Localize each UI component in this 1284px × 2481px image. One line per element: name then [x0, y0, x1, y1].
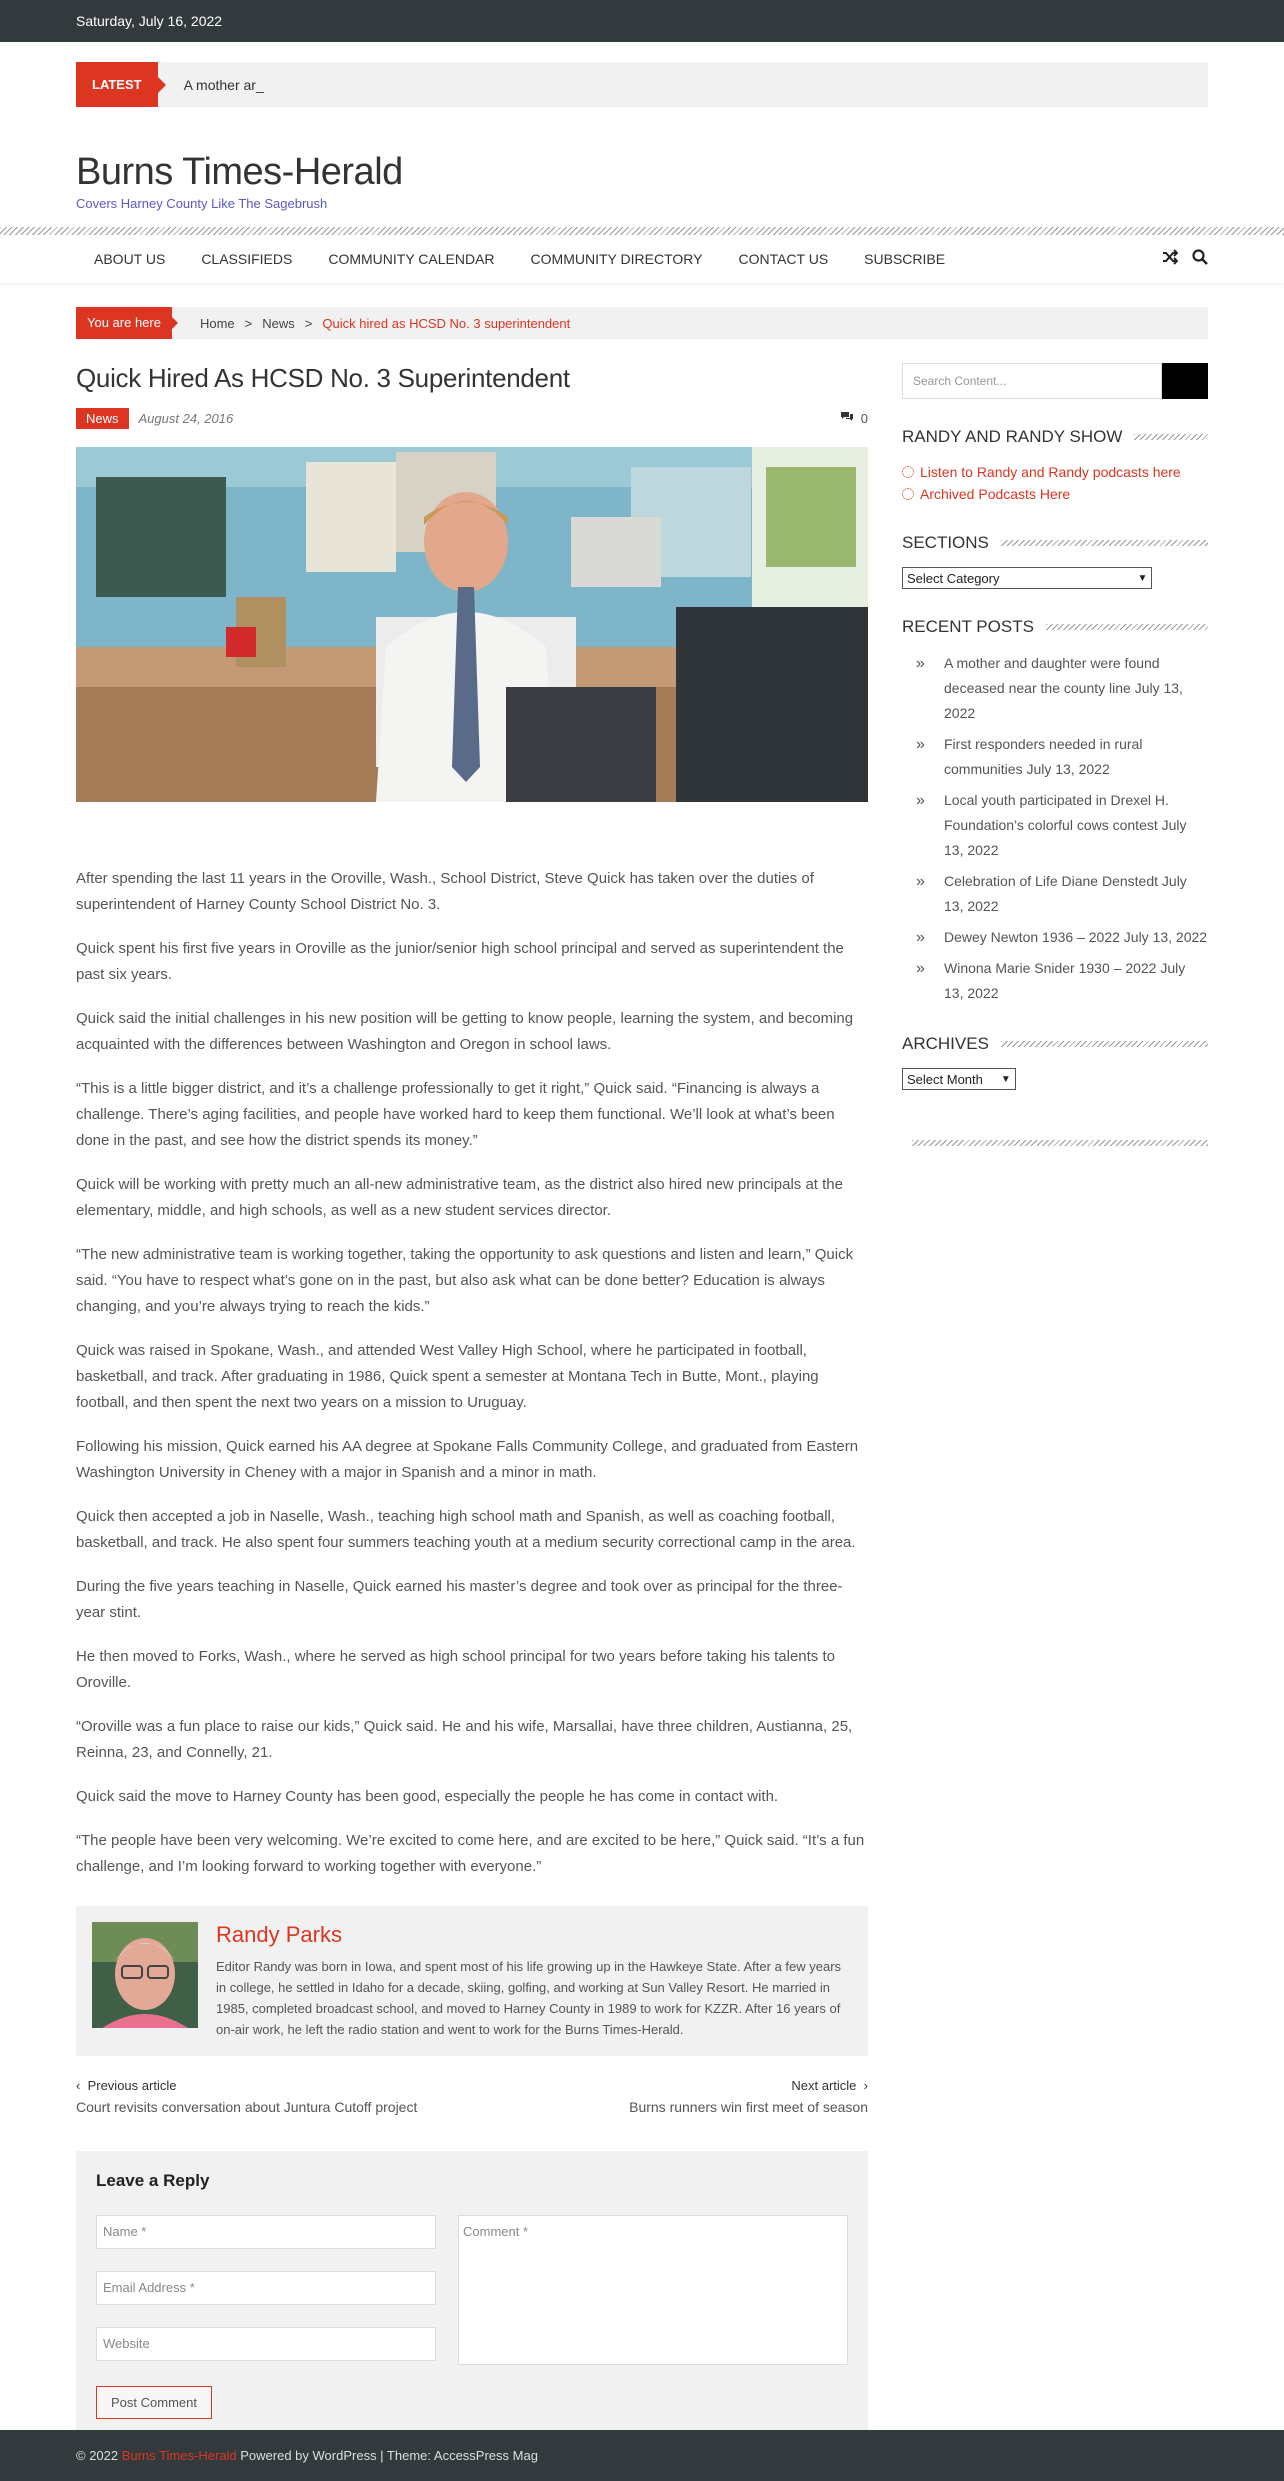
article — [76, 359, 868, 2438]
recent-post-item[interactable]: » A mother and daughter were found deceased near the county line July 13, 2022 — [902, 651, 1208, 726]
article-paragraph: Following his mission, Quick earned his AA degree at Spokane Falls Community College, and graduated from Eastern Washington University in Cheney with a major in Spanish and a minor in math. — [76, 1438, 859, 1481]
author-bio: Editor Randy was born in Iowa, and spent most of his life growing up in the Hawkeye State. After a few years in college, he settled in Idaho for a decade, skiing, golfing, and working at Sun Valley Resort. He married in 1985, completed broadcast school, and moved to Harney County in 1989 to work for KZZR. After 16 years of on-air work, he left the radio station and went to work for the Burns Times-Herald. — [216, 1959, 842, 2037]
category-select-value: Select Category — [907, 570, 1000, 586]
author-box — [76, 1906, 868, 2056]
breadcrumb-you-are-here: You are here — [76, 307, 172, 339]
article-paragraph: “This is a little bigger district, and it’s a challenge professionally to get it right,” Quick said. “Financing is always a challenge. There’s aging facilities, and people have worked hard to keep them functional. We’ll look at what’s been done in the past, and see how the district spends its money.” — [76, 1080, 835, 1149]
breadcrumb — [76, 307, 1208, 339]
chevron-left-icon: ‹ — [76, 2078, 81, 2093]
gear-icon — [902, 488, 914, 500]
gear-icon — [902, 466, 914, 478]
ticker-headline[interactable]: A mother ar_ — [183, 76, 264, 93]
breadcrumb-home[interactable]: Home — [199, 315, 235, 331]
recent-post-item[interactable]: » Local youth participated in Drexel H. Foundation’s colorful cows contest July 13, 2022 — [902, 788, 1208, 863]
podcast-link[interactable] — [902, 461, 1208, 483]
article-paragraph: Quick said the initial challenges in his new position will be getting to know people, learning the system, and becoming acquainted with the differences between Washington and Oregon in school laws. — [76, 1010, 854, 1053]
sections-widget — [902, 533, 1208, 589]
comment-count-value: 0 — [860, 411, 868, 426]
website-field[interactable]: Website — [96, 2327, 436, 2361]
post-navigation — [76, 2078, 868, 2115]
breadcrumb-current: Quick hired as HCSD No. 3 superintendent — [322, 315, 571, 331]
widget-title: SECTIONS — [902, 533, 989, 552]
footer-site-link[interactable]: Burns Times-Herald — [121, 2448, 237, 2463]
breadcrumb-separator: > — [244, 315, 253, 331]
article-paragraph: After spending the last 11 years in the Oroville, Wash., School District, Steve Quick has taken over the duties of superintendent of Harney County School District No. 3. — [76, 870, 814, 913]
widget-title: RANDY AND RANDY SHOW — [902, 427, 1123, 446]
nav-item-community-calendar[interactable]: COMMUNITY CALENDAR — [328, 251, 495, 267]
comment-form — [76, 2151, 868, 2438]
previous-article-title[interactable]: Court revisits conversation about Juntura Cutoff project — [76, 2099, 418, 2115]
sidebar-divider — [912, 1140, 1208, 1146]
article-paragraph: During the five years teaching in Naselle, Quick earned his master’s degree and took over as principal for the three-year stint. — [76, 1578, 843, 1621]
nav-item-classifieds[interactable]: CLASSIFIEDS — [201, 251, 293, 267]
site-branding — [76, 151, 1208, 227]
main-navigation — [0, 235, 1284, 283]
nav-item-contact-us[interactable]: CONTACT US — [738, 251, 829, 267]
sidebar-search — [902, 363, 1208, 399]
featured-image — [76, 447, 868, 802]
email-field[interactable]: Email Address * — [96, 2271, 436, 2305]
article-date: August 24, 2016 — [138, 411, 234, 426]
next-article-label: Next article — [791, 2078, 857, 2093]
recent-post-item[interactable]: » First responders needed in rural communities July 13, 2022 — [902, 732, 1208, 782]
recent-post-item[interactable]: » Dewey Newton 1936 – 2022 July 13, 2022 — [902, 925, 1208, 950]
comment-textarea[interactable]: Comment * — [458, 2215, 848, 2365]
chevron-down-icon: ▼ — [1000, 1073, 1011, 1085]
category-select[interactable] — [902, 567, 1152, 589]
site-title[interactable]: Burns Times-Herald — [76, 151, 403, 193]
site-footer — [0, 2430, 1284, 2481]
nav-item-about-us[interactable]: ABOUT US — [94, 251, 166, 267]
archives-widget — [902, 1034, 1208, 1090]
name-field[interactable]: Name * — [96, 2215, 436, 2249]
widget-title-rule — [1046, 624, 1208, 630]
widget-title-rule — [1001, 540, 1208, 546]
article-paragraph: Quick was raised in Spokane, Wash., and attended West Valley High School, where he participated in football, basketball, and track. After graduating in 1986, Quick spent a semester at Montana Tech in Butte, Mont., playing football, and then spent the next two years on a mission to Uruguay. — [76, 1342, 819, 1411]
breadcrumb-news[interactable]: News — [262, 315, 295, 331]
search-button[interactable] — [1162, 363, 1208, 399]
comments-icon — [840, 411, 858, 426]
podcast-link-label: Listen to Randy and Randy podcasts here — [920, 464, 1181, 480]
search-input[interactable]: Search Content... — [902, 363, 1162, 399]
archived-podcasts-label: Archived Podcasts Here — [920, 486, 1071, 502]
archived-podcasts-link[interactable] — [902, 483, 1208, 505]
current-date: Saturday, July 16, 2022 — [76, 13, 223, 29]
widget-title-rule — [1001, 1041, 1208, 1047]
article-body — [76, 866, 868, 1880]
recent-post-item[interactable]: » Celebration of Life Diane Denstedt July 13, 2022 — [902, 869, 1208, 919]
article-paragraph: Quick spent his first five years in Oroville as the junior/senior high school principal and served as superintendent the past six years. — [76, 940, 844, 983]
previous-article[interactable] — [76, 2078, 417, 2115]
latest-label: LATEST — [76, 62, 158, 107]
search-icon[interactable] — [1192, 249, 1208, 270]
author-name[interactable]: Randy Parks — [216, 1922, 342, 1947]
next-article-title[interactable]: Burns runners win first meet of season — [629, 2099, 868, 2115]
article-paragraph: Quick will be working with pretty much an all-new administrative team, as the district also hired new principals at the elementary, middle, and high schools, as well as a new student services director. — [76, 1176, 843, 1219]
widget-title-rule — [1134, 434, 1208, 440]
comment-form-heading: Leave a Reply — [96, 2171, 210, 2190]
shuffle-icon[interactable] — [1162, 249, 1178, 270]
post-comment-button[interactable]: Post Comment — [96, 2386, 212, 2419]
chevron-down-icon: ▼ — [1137, 572, 1148, 584]
header-divider — [0, 227, 1284, 235]
recent-post-item[interactable]: » Winona Marie Snider 1930 – 2022 July 13, 2022 — [902, 956, 1208, 1006]
recent-posts-widget — [902, 617, 1208, 1006]
comment-count[interactable] — [840, 411, 868, 426]
article-paragraph: “The new administrative team is working together, taking the opportunity to ask questions and listen and learn,” Quick said. “You have to respect what’s gone on in the past, but also ask what can be done better? Education is always changing, and you’re always trying to reach the kids.” — [76, 1246, 854, 1315]
nav-item-subscribe[interactable]: SUBSCRIBE — [864, 251, 946, 267]
widget-title: RECENT POSTS — [902, 617, 1034, 636]
article-paragraph: Quick said the move to Harney County has been good, especially the people he has come in contact with. — [76, 1788, 779, 1805]
author-avatar — [92, 1922, 198, 2028]
article-paragraph: He then moved to Forks, Wash., where he served as high school principal for two years before taking his talents to Oroville. — [76, 1648, 835, 1691]
nav-item-community-directory[interactable]: COMMUNITY DIRECTORY — [530, 251, 703, 267]
randy-show-widget — [902, 427, 1208, 505]
archive-month-select[interactable] — [902, 1068, 1016, 1090]
next-article[interactable] — [629, 2078, 868, 2115]
category-badge[interactable]: News — [76, 408, 129, 429]
article-paragraph: Quick then accepted a job in Naselle, Wash., teaching high school math and Spanish, as well as coaching football, basketball, and track. He also spent four summers teaching youth at a medium security correctional camp in the area. — [76, 1508, 856, 1551]
footer-powered-by: Powered by WordPress | Theme: AccessPress Mag — [240, 2448, 538, 2463]
news-ticker — [76, 62, 1208, 107]
archive-month-select-value: Select Month — [907, 1071, 983, 1087]
site-tagline: Covers Harney County Like The Sagebrush — [76, 196, 328, 211]
article-paragraph: “The people have been very welcoming. We’re excited to come here, and are excited to be here,” Quick said. “It’s a fun challenge, and I’m looking forward to working together with everyone.” — [76, 1832, 865, 1875]
previous-article-label: Previous article — [87, 2078, 177, 2093]
breadcrumb-separator: > — [304, 315, 313, 331]
sidebar — [902, 359, 1208, 2438]
article-title: Quick Hired As HCSD No. 3 Superintendent — [76, 363, 570, 393]
chevron-right-icon: › — [863, 2078, 868, 2093]
article-meta — [76, 408, 868, 429]
footer-copyright: © 2022 — [76, 2448, 119, 2463]
article-paragraph: “Oroville was a fun place to raise our kids,” Quick said. He and his wife, Marsallai, have three children, Austianna, 25, Reinna, 23, and Connelly, 21. — [76, 1718, 853, 1761]
top-bar — [0, 0, 1284, 42]
widget-title: ARCHIVES — [902, 1034, 989, 1053]
